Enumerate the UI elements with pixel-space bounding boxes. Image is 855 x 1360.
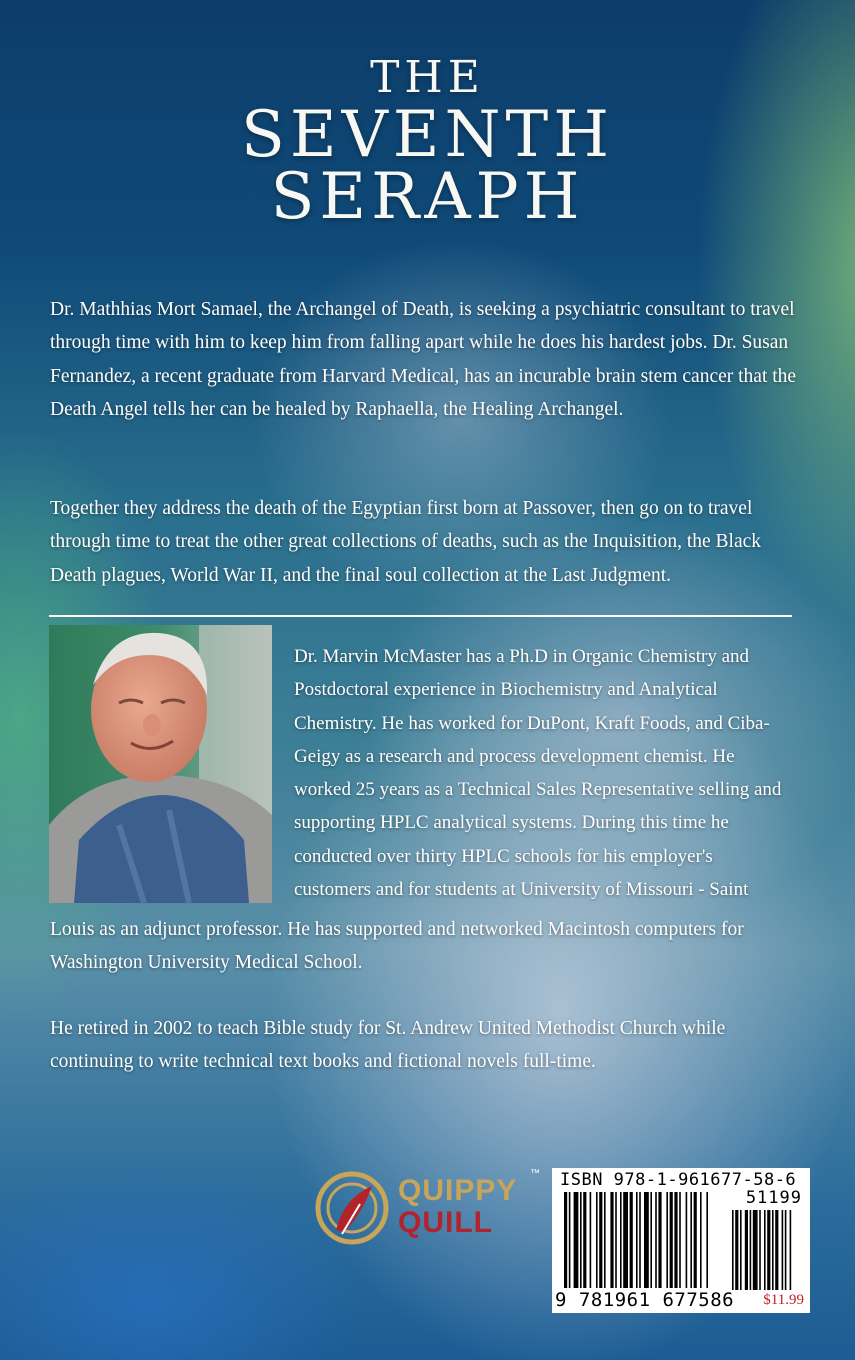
author-photo <box>49 625 272 903</box>
addon-bar <box>740 1210 742 1290</box>
author-bio-retired: He retired in 2002 to teach Bible study for St. Andrew United Methodist Church while continuing to write technical text books and fictional novels full-time. <box>50 1018 726 1073</box>
barcode-bar <box>615 1192 617 1288</box>
addon-bar <box>753 1210 758 1290</box>
addon-bar <box>775 1210 778 1290</box>
addon-bar <box>790 1210 792 1290</box>
barcode-bar <box>655 1192 657 1288</box>
barcode-bar <box>694 1192 697 1288</box>
barcode-bar <box>674 1192 677 1288</box>
publisher-logo <box>314 1168 539 1248</box>
barcode-bar <box>644 1192 649 1288</box>
quill-emblem-icon <box>314 1168 394 1248</box>
trademark-symbol: ™ <box>530 1168 540 1179</box>
addon-bar <box>750 1210 752 1290</box>
barcode-bar <box>630 1192 633 1288</box>
barcode-bar <box>574 1192 579 1288</box>
addon-bar <box>732 1210 734 1290</box>
barcode-bar <box>666 1192 668 1288</box>
barcode-bar <box>636 1192 638 1288</box>
book-title <box>0 52 855 234</box>
addon-bar <box>735 1210 738 1290</box>
barcode-bar <box>583 1192 586 1288</box>
barcode-bar <box>658 1192 661 1288</box>
barcode-bar <box>670 1192 673 1288</box>
synopsis-paragraph-2: Together they address the death of the Egyptian first born at Passover, then go on to travel through time to treat the other great collections of deaths, such as the Inquisition, the Black Death plagues, World War II, and the final soul collection at the Last Judgment. <box>50 498 762 586</box>
barcode-bar <box>650 1192 652 1288</box>
barcode-bar <box>590 1192 592 1288</box>
barcode-bar <box>620 1192 622 1288</box>
barcode-bar <box>623 1192 628 1288</box>
addon-bar <box>767 1210 770 1290</box>
addon-bar <box>745 1210 748 1290</box>
barcode-bar <box>686 1192 688 1288</box>
author-bio-continued: Louis as an adjunct professor. He has supported and networked Macintosh computers for Washington University Medical School. <box>50 919 744 974</box>
barcode-bar <box>580 1192 582 1288</box>
author-bio: Dr. Marvin McMaster has a Ph.D in Organic Chemistry and Postdoctoral experience in Biochemistry and Analytical Chemistry. He has worked for DuPont, Kraft Foods, and Ciba-Geigy as a research and process development chemist. He worked 25 years as a Technical Sales Representative selling and supporting HPLC analytical systems. During this time he conducted over thirty HPLC schools for his employer's customers and for students at University of Missouri - Saint <box>294 646 782 901</box>
title-line-3: SERAPH <box>270 160 585 234</box>
synopsis-paragraph-1: Dr. Mathhias Mort Samael, the Archangel of Death, is seeking a psychiatric consultant to travel through time with him to keep him from falling apart while he does his hardest jobs. Dr. Susan Fernandez, a recent graduate from Harvard Medical, has an incurable brain stem cancer that the Death Angel tells her can be healed by Raphaella, the Healing Archangel. <box>50 299 797 420</box>
addon-code: 51199 <box>745 1188 802 1208</box>
barcode-bar <box>569 1192 571 1288</box>
publisher-name-line-1: QUIPPY <box>398 1174 518 1207</box>
barcode-bar <box>690 1192 692 1288</box>
addon-bar <box>772 1210 774 1290</box>
title-line-1: THE <box>370 52 485 103</box>
addon-bar <box>759 1210 761 1290</box>
ean-digits: 9 781961 677586 <box>555 1289 735 1311</box>
barcode-bar <box>604 1192 606 1288</box>
price-label: $11.99 <box>763 1292 804 1308</box>
section-divider <box>49 615 792 617</box>
title-line-2: SEVENTH <box>241 98 614 172</box>
addon-bar <box>785 1210 787 1290</box>
barcode-bar <box>639 1192 641 1288</box>
barcode-bar <box>679 1192 681 1288</box>
barcode-bar <box>700 1192 702 1288</box>
addon-bar <box>764 1210 766 1290</box>
barcode-bar <box>599 1192 602 1288</box>
barcode-bar <box>706 1192 708 1288</box>
barcode-bar <box>596 1192 598 1288</box>
barcode-bar <box>610 1192 613 1288</box>
barcode-bar <box>564 1192 567 1288</box>
publisher-name-line-2: QUILL <box>398 1206 493 1239</box>
isbn-label: ISBN 978-1-961677-58-6 <box>560 1170 797 1190</box>
addon-bar <box>782 1210 784 1290</box>
isbn-barcode <box>552 1168 810 1313</box>
